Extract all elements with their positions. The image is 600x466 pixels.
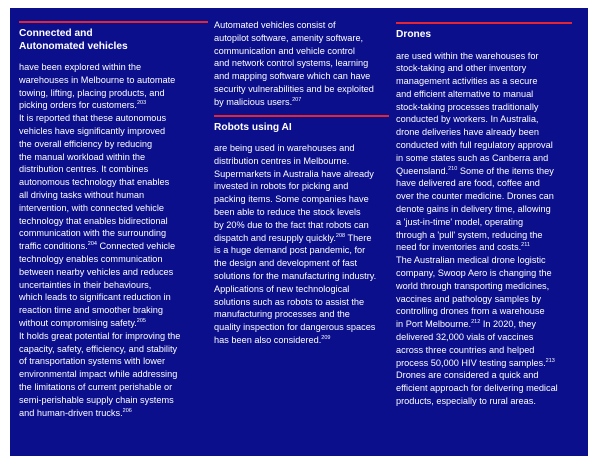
text-line [19,138,208,151]
text-line [19,87,208,100]
text-line [214,155,389,168]
line-text: denote gains in delivery time, allowing [396,204,551,215]
footnote-ref: 204 [87,241,97,248]
footnote-ref: 209 [321,334,331,341]
line-text: reaction time and smoother braking [19,305,164,316]
line-text: stock-taking processes traditionally [396,101,539,112]
line-text: and mapping software which can have [214,71,371,82]
text-line [19,291,208,304]
line-text: a 'just-in-time' model, operating [396,216,524,227]
line-text: efficient approach for delivering medical [396,383,558,394]
line-text: of transportation systems with lower [19,356,166,367]
line-text: are being used in warehouses and [214,143,355,154]
body-paragraph [396,254,572,369]
line-text: Drones are considered a quick and [396,370,539,381]
line-text: It is reported that these autonomous [19,113,167,124]
line-text: company, Swoop Aero is changing the [396,268,552,279]
section-divider [19,21,208,23]
text-line [19,266,208,279]
line-text: by 20% due to the fact that robots can [214,219,369,230]
line-text: The Australian medical drone logistic [396,255,546,266]
text-line [214,193,389,206]
text-line [214,83,389,96]
line-text: solutions for the manufacturing industry. [214,271,377,282]
text-line [396,165,572,178]
text-line [214,257,389,270]
text-line [19,330,208,343]
body-paragraph [19,61,208,112]
line-text: security vulnerabilities and be exploited [214,83,374,94]
line-text: It holds great potential for improving the [19,330,181,341]
text-line [396,254,572,267]
text-line [19,355,208,368]
text-line [214,219,389,232]
line-text: solutions such as robots to assist the [214,296,365,307]
line-text: have been explored within the [19,62,142,72]
heading-line: Autonomated vehicles [19,40,128,52]
line-text: invested in robots for picking and [214,181,349,192]
body-paragraph [19,330,208,420]
text-line [214,45,389,58]
line-text: distribution centres in Melbourne. [214,155,350,166]
text-line [396,139,572,152]
line-text: dispatch and resupply quickly. [214,232,336,243]
text-line [19,74,208,87]
line-text: Queensland. [396,165,449,176]
line-text: technology enables communication [19,253,163,264]
line-text: semi-perishable supply chain systems [19,394,174,405]
text-line [19,125,208,138]
line-text: towing, lifting, placing products, and [19,87,165,98]
line-text: process 50,000 HIV testing samples. [396,357,546,368]
line-text: are used within the warehouses for [396,50,539,61]
line-text: and network control systems, learning [214,58,369,69]
text-line [396,357,572,370]
text-line [396,50,572,63]
footnote-ref: 213 [545,357,555,364]
text-line [19,253,208,266]
line-text: There [345,232,372,243]
line-text: autopilot software, amenity software, [214,32,364,43]
text-line [19,61,208,74]
line-text: environmental impact while addressing [19,369,178,380]
content-panel [10,8,588,456]
text-line [396,152,572,165]
text-line [19,407,208,420]
text-line [396,280,572,293]
line-text: In 2020, they [480,319,536,330]
text-line [396,305,572,318]
text-line [396,62,572,75]
text-line [19,317,208,330]
text-line [396,267,572,280]
text-line [214,19,389,32]
text-line [396,395,572,408]
line-text: stock-taking and other inventory [396,63,527,74]
line-text: the limitations of current perishable or [19,381,173,392]
text-line [19,279,208,292]
text-line [214,70,389,83]
text-line [396,382,572,395]
heading-line: Connected and [19,28,93,39]
line-text: Supermarkets in Australia have already [214,168,374,179]
text-line [396,318,572,331]
text-line [396,126,572,139]
line-text: management activities as a secure [396,76,538,87]
text-line [214,57,389,70]
text-line [396,203,572,216]
line-text: Connected vehicle [96,241,176,252]
body-paragraph [19,112,208,330]
line-text: been able to reduce the stock levels [214,207,361,218]
text-line [19,176,208,189]
text-line [396,293,572,306]
line-text: across three countries and helped [396,344,535,355]
line-text: delivered 32,000 vials of vaccines [396,332,534,343]
heading-line: Drones [396,29,432,40]
line-text: vehicles have significantly improved [19,125,166,136]
line-text: conducted with full regulatory approval [396,140,553,151]
line-text: drone deliveries have already been [396,127,540,138]
text-line [214,283,389,296]
footnote-ref: 208 [335,232,346,239]
line-text: communication and vehicle control [214,45,355,56]
line-text: manufacturing processes and the [214,309,350,320]
text-line [396,216,572,229]
footnote-ref: 206 [122,407,132,414]
line-text: between nearby vehicles and reduces [19,266,174,277]
heading-line: Robots using AI [214,121,292,133]
text-line [19,381,208,394]
line-text: distribution centres. It combines [19,164,149,175]
line-text: through a 'pull' system, reducing the [396,229,543,240]
body-paragraph [214,19,389,109]
line-text: autonomous technology that enables [19,177,170,188]
line-text: over the counter medicine. Drones can [396,191,554,202]
text-line [396,88,572,101]
line-text: communication with the surrounding [19,228,167,239]
line-text: has been also considered. [214,335,322,346]
line-text: Some of the items they [457,165,554,176]
line-text: by malicious users. [214,96,293,107]
footnote-ref: 212 [471,319,481,326]
text-line [396,190,572,203]
text-line [19,227,208,240]
body-paragraph [396,50,572,255]
section-divider [214,115,389,117]
section [19,21,208,419]
column-1 [19,21,208,419]
text-line [214,142,389,155]
body-paragraph [214,142,389,347]
footnote-ref: 207 [292,96,302,103]
line-text: all driving tasks without human [19,189,145,200]
line-text: the overall efficiency by reducing [19,138,153,149]
text-line [396,177,572,190]
text-line [214,321,389,334]
line-text: the manual workload within the [19,151,146,162]
body-paragraph [396,369,572,407]
text-line [214,334,389,347]
text-line [396,331,572,344]
text-line [19,151,208,164]
text-line [19,163,208,176]
line-text: world through transporting medicines, [396,280,550,291]
line-text: technology that enables bidirectional [19,215,168,226]
text-line [214,270,389,283]
line-text: in Port Melbourne. [396,319,472,330]
text-line [396,113,572,126]
text-line [214,244,389,257]
section [214,115,389,347]
line-text: and efficient alternative to manual [396,88,534,99]
text-line [19,240,208,253]
text-line [19,368,208,381]
text-line [214,308,389,321]
line-text: capacity, safety, efficiency, and stability [19,343,178,354]
text-line [214,232,389,245]
line-text: need for inventories and costs. [396,242,522,253]
text-line [214,32,389,45]
line-text: vaccines and pathology samples by [396,293,542,304]
section-heading [19,28,208,53]
line-text: quality inspection for dangerous spaces [214,322,376,333]
line-text: the design and development of fast [214,258,358,269]
section [214,19,389,109]
text-line [214,168,389,181]
line-text: Applications of new technological [214,283,350,294]
text-line [396,369,572,382]
footnote-ref: 205 [136,317,146,324]
line-text: in some states such as Canberra and [396,152,549,163]
line-text: intervention, with connected vehicle [19,202,165,213]
text-line [19,304,208,317]
text-line [214,206,389,219]
footnote-ref: 203 [136,100,147,107]
text-line [19,112,208,125]
text-line [214,96,389,109]
line-text: picking orders for customers. [19,100,137,111]
section-heading [396,29,572,42]
line-text: packing items. Some companies have [214,194,369,205]
text-line [396,229,572,242]
column-3 [396,22,572,408]
line-text: which leads to significant reduction in [19,292,171,303]
column-2 [214,19,389,347]
section [396,22,572,408]
line-text: and human-driven trucks. [19,407,123,418]
line-text: controlling drones from a warehouse [396,306,545,317]
text-line [396,344,572,357]
line-text: uncertainties in their behaviours, [19,279,152,290]
section-divider [396,22,572,24]
line-text: Automated vehicles consist of [214,20,336,30]
text-line [19,394,208,407]
section-heading [214,122,389,135]
line-text: warehouses in Melbourne to automate [19,74,176,85]
text-line [19,215,208,228]
text-line [214,296,389,309]
text-line [19,99,208,112]
footnote-ref: 211 [521,242,530,249]
text-line [396,101,572,114]
text-line [396,241,572,254]
text-line [214,180,389,193]
line-text: conducted by workers. In Australia, [396,114,539,125]
text-line [19,343,208,356]
line-text: traffic conditions. [19,241,88,252]
line-text: products, especially to rural areas. [396,396,536,407]
text-line [19,202,208,215]
line-text: have delivered are food, coffee and [396,178,540,189]
footnote-ref: 210 [448,165,458,172]
text-line [396,75,572,88]
line-text: is a huge demand post pandemic, for [214,245,366,256]
text-line [19,189,208,202]
line-text: without compromising safety. [19,317,137,328]
